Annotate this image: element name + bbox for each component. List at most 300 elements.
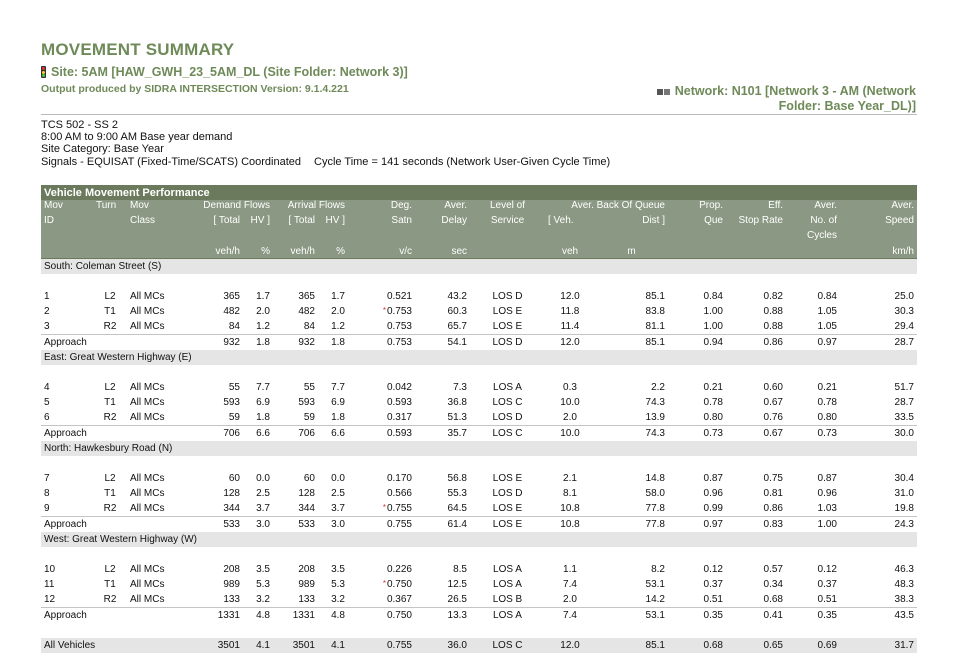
- cell-los: LOS D: [492, 291, 523, 302]
- table-row: [41, 304, 917, 319]
- approach-row: [41, 335, 917, 351]
- cell-dt: 60: [228, 473, 240, 484]
- cell-esr: 0.65: [726, 638, 786, 653]
- table-title: Vehicle Movement Performance: [41, 185, 917, 200]
- col-total: [ Total: [189, 215, 243, 230]
- cell-dist: 8.2: [651, 564, 665, 575]
- cell-esr: 0.83: [726, 517, 786, 533]
- cell-id: 1: [44, 291, 50, 302]
- cell-dt: 1331: [189, 608, 243, 624]
- cell-at: 932: [273, 335, 318, 351]
- cell-esr: 0.82: [763, 291, 783, 302]
- network-line1: Network: N101 [Network 3 - AM (Network: [674, 84, 916, 98]
- col-delay-2: Delay: [415, 215, 470, 230]
- cell-cyc: 0.51: [817, 594, 837, 605]
- cell-pq: 0.21: [703, 382, 723, 393]
- table-row: [41, 486, 917, 501]
- cell-dhv: 6.9: [256, 397, 270, 408]
- cell-dhv: 4.1: [243, 638, 273, 653]
- col-class: Class: [127, 215, 189, 230]
- spacer-row: [41, 365, 917, 380]
- cell-id: 2: [44, 306, 50, 317]
- cell-veh: 12.0: [545, 335, 595, 351]
- cell-dos: 0.566: [386, 488, 412, 499]
- unit-dist: m: [595, 245, 668, 259]
- cell-dhv: 1.8: [256, 412, 270, 423]
- cell-turn: R2: [103, 594, 117, 605]
- page-title: MOVEMENT SUMMARY: [41, 40, 235, 59]
- cell-class: All MCs: [130, 503, 165, 514]
- cell-dhv: 0.0: [256, 473, 270, 484]
- cell-ahv: 5.3: [331, 579, 345, 590]
- cell-delay: 7.3: [453, 382, 467, 393]
- col-delay: Aver.: [415, 200, 470, 215]
- cell-esr: 0.88: [763, 306, 783, 317]
- table-row: [41, 592, 917, 608]
- col-noof: No. of: [786, 215, 840, 230]
- cell-id: 4: [44, 382, 50, 393]
- cell-esr: 0.86: [726, 335, 786, 351]
- unit-ahv: %: [318, 245, 348, 259]
- cell-spd: 33.5: [894, 412, 914, 423]
- cell-at: 128: [298, 488, 315, 499]
- cell-delay: 60.3: [447, 306, 467, 317]
- cell-spd: 31.0: [894, 488, 914, 499]
- unit-hv: %: [243, 245, 273, 259]
- approach-label: Approach: [41, 335, 189, 351]
- site-label: Site: 5AM [HAW_GWH_23_5AM_DL (Site Folder: Network 3)]: [51, 65, 408, 79]
- cell-spd: 46.3: [894, 564, 914, 575]
- cell-spd: 30.3: [894, 306, 914, 317]
- cell-dist: 58.0: [645, 488, 665, 499]
- cell-turn: R2: [103, 321, 117, 332]
- cell-dos: 0.367: [386, 594, 412, 605]
- cell-spd: 51.7: [894, 382, 914, 393]
- cell-turn: L2: [104, 473, 116, 484]
- cell-dhv: 1.7: [256, 291, 270, 302]
- col-deg: Deg.: [348, 200, 415, 215]
- col-veh: [ Veh.: [545, 215, 595, 230]
- cell-dhv: 7.7: [256, 382, 270, 393]
- cell-los: LOS A: [493, 579, 522, 590]
- cell-dt: 208: [223, 564, 240, 575]
- cell-pq: 0.73: [668, 426, 726, 442]
- table-row: [41, 562, 917, 577]
- cell-class: All MCs: [130, 412, 165, 423]
- cell-spd: 25.0: [894, 291, 914, 302]
- cell-pq: 0.51: [703, 594, 723, 605]
- col-que: Que: [668, 215, 726, 230]
- cell-at: 208: [298, 564, 315, 575]
- header-divider: [41, 114, 917, 115]
- cell-id: 5: [44, 397, 50, 408]
- produced-by: Output produced by SIDRA INTERSECTION Version: 9.1.4.221: [41, 83, 349, 95]
- section-name: North: Hawkesbury Road (N): [41, 441, 917, 456]
- col-demand: Demand Flows: [189, 200, 273, 215]
- col-hv: HV ]: [243, 215, 273, 230]
- cell-los: LOS E: [470, 517, 545, 533]
- cell-veh: 0.3: [563, 382, 577, 393]
- cell-delay: 51.3: [447, 412, 467, 423]
- cell-esr: 0.86: [763, 503, 783, 514]
- col-eff: Eff.: [726, 200, 786, 215]
- cell-spd: 30.0: [840, 426, 917, 442]
- cell-turn: T1: [104, 397, 116, 408]
- cell-los: LOS E: [492, 321, 523, 332]
- unit-satn: v/c: [348, 245, 415, 259]
- cell-turn: R2: [103, 503, 117, 514]
- cell-ahv: 0.0: [331, 473, 345, 484]
- info-category: Site Category: Base Year: [41, 143, 164, 156]
- critical-star-icon: *: [382, 306, 386, 315]
- col-prop: Prop.: [668, 200, 726, 215]
- cell-id: 6: [44, 412, 50, 423]
- cell-pq: 0.12: [703, 564, 723, 575]
- cell-turn: T1: [104, 306, 116, 317]
- cell-delay: 13.3: [415, 608, 470, 624]
- col-cycles: Aver.: [786, 200, 840, 215]
- approach-row: [41, 608, 917, 624]
- col-satn: Satn: [348, 215, 415, 230]
- table-header-row-3: [41, 230, 917, 245]
- cell-dos: 0.593: [386, 397, 412, 408]
- cell-delay: 54.1: [415, 335, 470, 351]
- section-header-row: [41, 259, 917, 275]
- table-units-row: [41, 245, 917, 259]
- cell-dos: [348, 501, 415, 517]
- cell-turn: R2: [103, 412, 117, 423]
- table-row: [41, 501, 917, 517]
- cell-at: 706: [273, 426, 318, 442]
- spacer-row: [41, 623, 917, 638]
- col-ahv: HV ]: [318, 215, 348, 230]
- cell-cyc: 0.12: [817, 564, 837, 575]
- cell-cyc: 0.35: [786, 608, 840, 624]
- cell-delay: 61.4: [415, 517, 470, 533]
- cell-dt: 593: [223, 397, 240, 408]
- cell-los: LOS D: [492, 412, 523, 423]
- cell-spd: 29.4: [894, 321, 914, 332]
- info-tcs: TCS 502 - SS 2: [41, 119, 119, 131]
- cell-id: 12: [44, 594, 56, 605]
- table-header-row-2: [41, 215, 917, 230]
- cell-pq: 0.97: [668, 517, 726, 533]
- cell-spd: 24.3: [840, 517, 917, 533]
- cell-dos-value: 0.755: [386, 503, 412, 514]
- cell-spd: 28.7: [840, 335, 917, 351]
- cell-dhv: 3.0: [243, 517, 273, 533]
- cell-dist: 13.9: [645, 412, 665, 423]
- cell-dt: 482: [223, 306, 240, 317]
- cell-dos-value: 0.753: [386, 306, 412, 317]
- cell-dist: 85.1: [595, 638, 668, 653]
- col-cycles-3: Cycles: [786, 230, 840, 245]
- cell-esr: 0.41: [726, 608, 786, 624]
- cell-class: All MCs: [130, 382, 165, 393]
- cell-spd: 38.3: [894, 594, 914, 605]
- cell-veh: 11.4: [560, 321, 580, 332]
- cell-at: 482: [298, 306, 315, 317]
- cell-dos: 0.753: [386, 321, 412, 332]
- cell-ahv: 6.6: [318, 426, 348, 442]
- section-name: West: Great Western Highway (W): [41, 532, 917, 547]
- cell-ahv: 1.2: [331, 321, 345, 332]
- cell-delay: 43.2: [447, 291, 467, 302]
- table-row: [41, 471, 917, 486]
- cell-los: LOS C: [470, 426, 545, 442]
- cell-pq: 0.99: [703, 503, 723, 514]
- cell-dos-value: 0.750: [386, 579, 412, 590]
- cell-spd: 19.8: [894, 503, 914, 514]
- cell-veh: 1.1: [563, 564, 577, 575]
- cell-veh: 2.1: [563, 473, 577, 484]
- cell-ahv: 1.8: [318, 335, 348, 351]
- cell-class: All MCs: [130, 473, 165, 484]
- cell-esr: 0.88: [763, 321, 783, 332]
- cell-veh: 10.8: [545, 517, 595, 533]
- cell-dist: 83.8: [645, 306, 665, 317]
- cell-dos: 0.170: [386, 473, 412, 484]
- info-signals-line: [41, 156, 610, 168]
- cell-dhv: 6.6: [243, 426, 273, 442]
- cell-ahv: 4.1: [318, 638, 348, 653]
- cell-dhv: 5.3: [256, 579, 270, 590]
- cell-at: 60: [303, 473, 315, 484]
- section-header-row: [41, 441, 917, 456]
- table-row: [41, 410, 917, 426]
- cell-dist: 53.1: [595, 608, 668, 624]
- table-row: [41, 289, 917, 304]
- cell-dist: 2.2: [651, 382, 665, 393]
- cell-cyc: 0.84: [817, 291, 837, 302]
- cell-dos: 0.226: [386, 564, 412, 575]
- cell-esr: 0.67: [726, 426, 786, 442]
- cell-pq: 0.87: [703, 473, 723, 484]
- cell-veh: 12.0: [560, 291, 580, 302]
- cell-id: 3: [44, 321, 50, 332]
- cell-cyc: 0.69: [786, 638, 840, 653]
- cell-pq: 0.80: [703, 412, 723, 423]
- cell-dt: 989: [223, 579, 240, 590]
- col-mov: Mov: [41, 200, 93, 215]
- section-header-row: [41, 350, 917, 365]
- cell-dt: 133: [223, 594, 240, 605]
- col-arrival: Arrival Flows: [273, 200, 348, 215]
- traffic-light-icon: [41, 66, 46, 78]
- cell-los: LOS E: [492, 306, 523, 317]
- col-dist: Dist ]: [595, 215, 668, 230]
- cell-class: All MCs: [130, 579, 165, 590]
- cell-pq: 0.78: [703, 397, 723, 408]
- cell-dist: 74.3: [595, 426, 668, 442]
- cell-id: 11: [44, 579, 55, 590]
- cell-ahv: 1.7: [331, 291, 345, 302]
- cell-dos: 0.042: [386, 382, 412, 393]
- cell-pq: 0.94: [668, 335, 726, 351]
- cell-dist: 74.3: [645, 397, 665, 408]
- table-header-row: [41, 200, 917, 215]
- cell-class: All MCs: [130, 321, 165, 332]
- col-atotal: [ Total: [273, 215, 318, 230]
- cell-veh: 10.0: [560, 397, 580, 408]
- cell-id: 10: [44, 564, 56, 575]
- spacer-row: [41, 274, 917, 289]
- cell-pq: 0.37: [703, 579, 723, 590]
- cell-spd: 30.4: [894, 473, 914, 484]
- table-row: [41, 577, 917, 592]
- cell-turn: T1: [104, 488, 116, 499]
- site-title: [41, 65, 408, 79]
- cell-veh: 7.4: [563, 579, 577, 590]
- cell-dos: 0.755: [348, 638, 415, 653]
- cell-dhv: 2.5: [256, 488, 270, 499]
- cell-dos: 0.755: [348, 517, 415, 533]
- cell-dt: 344: [223, 503, 240, 514]
- cell-cyc: 1.03: [817, 503, 837, 514]
- cell-pq: 0.84: [703, 291, 723, 302]
- col-stoprate: Stop Rate: [726, 215, 786, 230]
- cell-dos: 0.750: [348, 608, 415, 624]
- cell-esr: 0.75: [763, 473, 783, 484]
- cell-at: 344: [298, 503, 315, 514]
- cell-cyc: 1.00: [786, 517, 840, 533]
- cell-ahv: 6.9: [331, 397, 345, 408]
- cell-ahv: 4.8: [318, 608, 348, 624]
- cell-delay: 26.5: [447, 594, 467, 605]
- cell-esr: 0.67: [763, 397, 783, 408]
- col-speed: Aver.: [840, 200, 917, 215]
- cell-los: LOS D: [470, 335, 545, 351]
- cell-dist: 14.2: [645, 594, 665, 605]
- approach-label: Approach: [41, 517, 189, 533]
- cell-los: LOS E: [492, 473, 523, 484]
- network-line2: Folder: Base Year_DL)]: [778, 98, 916, 113]
- cell-cyc: 0.97: [786, 335, 840, 351]
- cell-spd: 31.7: [840, 638, 917, 653]
- cell-ahv: 2.0: [331, 306, 345, 317]
- cell-spd: 48.3: [894, 579, 914, 590]
- table-row: [41, 319, 917, 335]
- cell-cyc: 0.21: [817, 382, 837, 393]
- cell-ahv: 3.2: [331, 594, 345, 605]
- cell-dist: 77.8: [645, 503, 665, 514]
- cell-cyc: 0.37: [817, 579, 837, 590]
- cell-spd: 43.5: [840, 608, 917, 624]
- cell-veh: 7.4: [545, 608, 595, 624]
- cell-pq: 0.35: [668, 608, 726, 624]
- cell-dhv: 3.2: [256, 594, 270, 605]
- cell-at: 3501: [273, 638, 318, 653]
- cell-at: 1331: [273, 608, 318, 624]
- cell-ahv: 3.0: [318, 517, 348, 533]
- cell-delay: 12.5: [447, 579, 467, 590]
- cell-los: LOS A: [493, 564, 522, 575]
- cell-dos: 0.317: [386, 412, 412, 423]
- col-movclass: Mov: [127, 200, 189, 215]
- cell-at: 59: [303, 412, 315, 423]
- cell-ahv: 2.5: [331, 488, 345, 499]
- cell-veh: 10.8: [560, 503, 580, 514]
- cell-dt: 932: [189, 335, 243, 351]
- cell-dos: [348, 577, 415, 592]
- cell-cyc: 0.96: [817, 488, 837, 499]
- cell-class: All MCs: [130, 488, 165, 499]
- cell-dist: 14.8: [645, 473, 665, 484]
- cell-class: All MCs: [130, 397, 165, 408]
- col-los: Level of: [470, 200, 545, 215]
- col-turn: Turn: [93, 200, 127, 215]
- cell-class: All MCs: [130, 291, 165, 302]
- cell-pq: 0.96: [703, 488, 723, 499]
- all-vehicles-label: All Vehicles: [41, 638, 189, 653]
- cell-veh: 2.0: [563, 412, 577, 423]
- cell-veh: 12.0: [545, 638, 595, 653]
- section-name: East: Great Western Highway (E): [41, 350, 917, 365]
- cell-delay: 55.3: [447, 488, 467, 499]
- col-speed-2: Speed: [840, 215, 917, 230]
- cell-spd: 28.7: [894, 397, 914, 408]
- cell-delay: 36.0: [415, 638, 470, 653]
- cell-ahv: 1.8: [331, 412, 345, 423]
- cell-dhv: 1.8: [243, 335, 273, 351]
- cell-dist: 85.1: [595, 335, 668, 351]
- cell-ahv: 3.7: [331, 503, 345, 514]
- critical-star-icon: *: [382, 503, 386, 512]
- critical-star-icon: *: [382, 579, 386, 588]
- cell-at: 133: [298, 594, 315, 605]
- cell-los: LOS E: [492, 503, 523, 514]
- cell-veh: 11.8: [560, 306, 580, 317]
- cell-los: LOS D: [492, 488, 523, 499]
- all-vehicles-row: [41, 638, 917, 653]
- cell-id: 7: [44, 473, 50, 484]
- col-id: ID: [41, 215, 93, 230]
- cell-dhv: 2.0: [256, 306, 270, 317]
- cell-pq: 1.00: [703, 306, 723, 317]
- info-demand: 8:00 AM to 9:00 AM Base year demand: [41, 131, 233, 144]
- cell-cyc: 0.78: [817, 397, 837, 408]
- cell-los: LOS A: [493, 382, 522, 393]
- cell-los: LOS C: [492, 397, 523, 408]
- cell-veh: 2.0: [563, 594, 577, 605]
- cell-delay: 8.5: [453, 564, 467, 575]
- cell-pq: 0.68: [668, 638, 726, 653]
- cell-at: 84: [303, 321, 315, 332]
- unit-arrival: veh/h: [273, 245, 318, 259]
- col-service: Service: [470, 215, 545, 230]
- cell-dt: 533: [189, 517, 243, 533]
- col-queue: Aver. Back Of Queue: [545, 200, 668, 215]
- cell-dhv: 3.7: [256, 503, 270, 514]
- cell-delay: 35.7: [415, 426, 470, 442]
- unit-speed: km/h: [840, 245, 917, 259]
- approach-label: Approach: [41, 608, 189, 624]
- approach-row: [41, 426, 917, 442]
- cell-dt: 128: [223, 488, 240, 499]
- cell-at: 593: [298, 397, 315, 408]
- cell-turn: L2: [104, 291, 116, 302]
- site-info: [41, 119, 610, 168]
- cell-esr: 0.68: [763, 594, 783, 605]
- cell-esr: 0.81: [763, 488, 783, 499]
- cell-esr: 0.57: [763, 564, 783, 575]
- cell-class: All MCs: [130, 306, 165, 317]
- cell-dist: 85.1: [645, 291, 665, 302]
- section-header-row: [41, 532, 917, 547]
- cell-class: All MCs: [130, 564, 165, 575]
- cell-dos: [348, 304, 415, 319]
- cell-veh: 10.0: [545, 426, 595, 442]
